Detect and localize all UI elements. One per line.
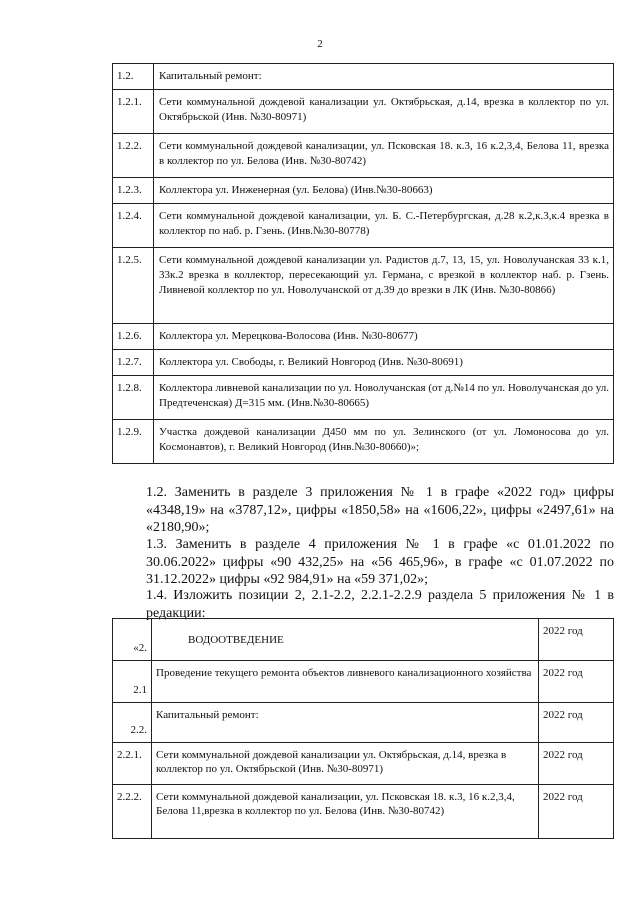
row-text: ВОДООТВЕДЕНИЕ [152, 619, 539, 661]
row-number: 1.2.4. [113, 204, 154, 248]
row-number: 1.2.3. [113, 178, 154, 204]
row-number: 1.2.1. [113, 90, 154, 134]
row-number: 1.2.5. [113, 248, 154, 324]
row-text: Коллектора ул. Инженерная (ул. Белова) (Инв.№30-80663) [154, 178, 614, 204]
table-row [113, 661, 614, 703]
table-row [113, 248, 614, 324]
table-row [113, 178, 614, 204]
row-number: 1.2.7. [113, 350, 154, 376]
row-number: 2.2.2. [113, 785, 152, 839]
row-number: 1.2.9. [113, 420, 154, 464]
table-row [113, 64, 614, 90]
table-row [113, 619, 614, 661]
row-year: 2022 год [539, 785, 614, 839]
row-text: Капитальный ремонт: [154, 64, 614, 90]
row-year: 2022 год [539, 703, 614, 743]
row-number: 2.2.1. [113, 743, 152, 785]
row-text: Сети коммунальной дождевой канализации ул. Октябрьская, д.14, врезка в коллектор по ул. Октябрьской (Инв. №30-80971) [152, 743, 539, 785]
table-row [113, 134, 614, 178]
paragraph-1-2 [112, 484, 614, 537]
row-text: Сети коммунальной дождевой канализации, ул. Псковская 18. к.3, 16 к.2,3,4, Белова 11, врезка в коллектор по ул. Белова (Инв. №30-80742) [154, 134, 614, 178]
row-number: 1.2.8. [113, 376, 154, 420]
row-number: 2.1 [113, 661, 152, 703]
row-number: «2. [113, 619, 152, 661]
paragraph-text: 1.3. Заменить в разделе 4 приложения № 1 в графе «с 01.01.2022 по 30.06.2022» цифры «90 432,25» на «56 465,96», в графе «с 01.07.2022 по 31.12.2022» цифры «92 984,91» на «59 371,02»; [146, 537, 614, 587]
row-year: 2022 год [539, 661, 614, 703]
items-table-1 [112, 63, 614, 464]
items-table-2 [112, 618, 614, 839]
row-number: 1.2. [113, 64, 154, 90]
table-row [113, 350, 614, 376]
table-row [113, 90, 614, 134]
table-row [113, 785, 614, 839]
paragraph-text: 1.2. Заменить в разделе 3 приложения № 1 в графе «2022 год» цифры «4348,19» на «3787,12», цифры «1850,58» на «1606,22», цифры «2497,61» на «2180,90»; [146, 485, 614, 535]
row-text: Коллектора ливневой канализации по ул. Новолучанская (от д.№14 по ул. Новолучанская до ул. Предтеченская) Д=315 мм. (Инв.№30-80665) [154, 376, 614, 420]
paragraph-1-4 [112, 587, 614, 622]
row-text: Сети коммунальной дождевой канализации ул. Октябрьская, д.14, врезка в коллектор по ул. Октябрьской (Инв. №30-80971) [154, 90, 614, 134]
table-row [113, 376, 614, 420]
table-row [113, 703, 614, 743]
table-row [113, 204, 614, 248]
table-row [113, 743, 614, 785]
table-row [113, 324, 614, 350]
row-text: Коллектора ул. Свободы, г. Великий Новгород (Инв. №30-80691) [154, 350, 614, 376]
page-number: 2 [317, 38, 323, 50]
row-number: 1.2.2. [113, 134, 154, 178]
row-number: 2.2. [113, 703, 152, 743]
paragraph-text: 1.4. Изложить позиции 2, 2.1-2.2, 2.2.1-2.2.9 раздела 5 приложения № 1 в редакции: [146, 588, 614, 621]
table-row [113, 420, 614, 464]
row-text: Участка дождевой канализации Д450 мм по ул. Зелинского (от ул. Ломоносова до ул. Космонавтов), г. Великий Новгород (Инв.№30-80660)»; [154, 420, 614, 464]
row-year: 2022 год [539, 743, 614, 785]
row-text: Сети коммунальной дождевой канализации, ул. Псковская 18. к.3, 16 к.2,3,4, Белова 11,врезка в коллектор по ул. Белова (Инв. №30-80742) [152, 785, 539, 839]
row-text: Сети коммунальной дождевой канализации ул. Радистов д.7, 13, 15, ул. Новолучанская 33 к.1, 33к.2 врезка в коллектор, пересекающий ул. Германа, с врезкой в коллектор наб. р. Гзень. Ливневой коллектор по ул. Новолучанской от д.39 до врезки в ЛК (Инв. №30-80866) [154, 248, 614, 324]
row-text: Капитальный ремонт: [152, 703, 539, 743]
paragraph-1-3 [112, 536, 614, 589]
row-text: Коллектора ул. Мерецкова-Волосова (Инв. №30-80677) [154, 324, 614, 350]
row-text: Проведение текущего ремонта объектов ливневого канализационного хозяйства [152, 661, 539, 703]
row-number: 1.2.6. [113, 324, 154, 350]
row-year: 2022 год [539, 619, 614, 661]
row-text: Сети коммунальной дождевой канализации, ул. Б. С.-Петербургская, д.28 к.2,к.3,к.4 врезка в коллектор по наб. р. Гзень. (Инв.№30-80778) [154, 204, 614, 248]
